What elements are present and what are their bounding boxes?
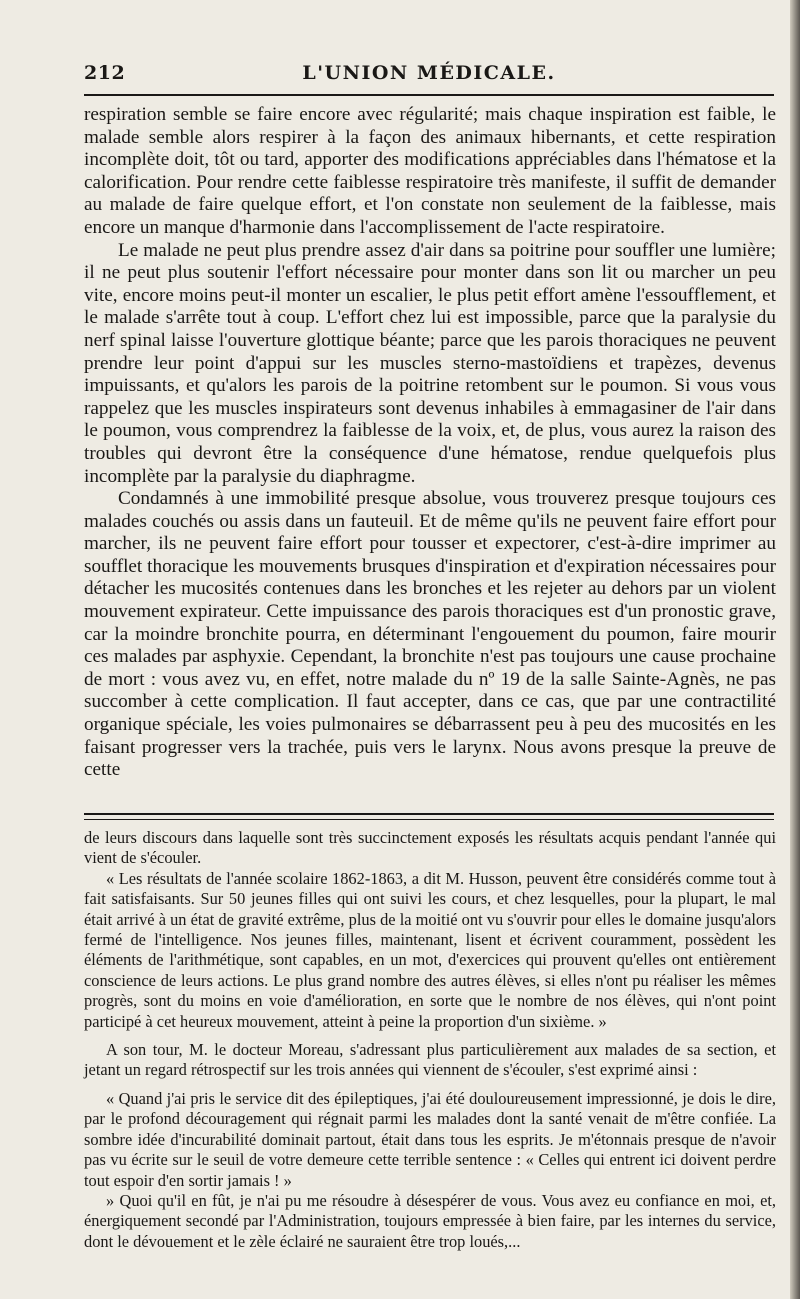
body-paragraph: Le malade ne peut plus prendre assez d'air dans sa poitrine pour souffler une lumière; il ne peut plus soutenir l'effort nécessaire pour monter dans son lit ou marcher un peu vite, encore moins peut-il monter un escalier, le plus petit effort amène l'essoufflement, et le malade s'arrête tout à coup. L'effort chez lui est impossible, parce que la paralysie du nerf spinal laisse l'ouverture glottique béante; parce que les parois thoraciques ne peuvent prendre leur point d'appui sur les muscles sterno-mastoïdiens et trapèzes, devenus impuissants, et qu'alors les parois de la poitrine retombent sur le poumon. Si vous vous rappelez que les muscles inspirateurs sont devenus inhabiles à emmagasiner de l'air dans le poumon, vous comprendrez la faiblesse de la voix, et, de plus, vous aurez la raison des troubles qui devront être la conséquence d'une hématose, rendue quelquefois plus incomplète par la paralysie du diaphragme.	[84, 239, 776, 487]
note-paragraph: « Quand j'ai pris le service dit des épileptiques, j'ai été douloureusement impressionné, je dois le dire, par le profond découragement qui régnait parmi les malades dont la santé venait de m'être confiée. La sombre idée d'incurabilité dominait partout, était dans tous les esprits. Je m'étonnais presque de n'avoir pas vu écrite sur le seuil de votre demeure cette terrible sentence : « Celles qui entrent ici doivent perdre tout espoir d'en sortir jamais ! »	[84, 1088, 776, 1190]
body-paragraph: respiration semble se faire encore avec régularité; mais chaque inspiration est faible, le malade semble alors respirer à la façon des animaux hibernants, et cette respiration incomplète doit, tôt ou tard, apporter des modifications appréciables dans l'hématose et la calorification. Pour rendre cette faiblesse respiratoire très manifeste, il suffit de demander au malade de faire quelque effort, et l'on constate non seulement de la faiblesse, mais encore un manque d'harmonie dans l'accomplissement de l'acte respiratoire.	[84, 104, 776, 238]
header-rule	[84, 94, 774, 96]
main-text	[84, 104, 776, 782]
page-number: 212	[84, 62, 126, 84]
body-paragraph: Condamnés à une immobilité presque absolue, vous trouverez presque toujours ces malades couchés ou assis dans un fauteuil. Et de même qu'ils ne peuvent faire effort pour marcher, ils ne peuvent faire effort pour tousser et expectorer, c'est-à-dire imprimer au soufflet thoracique les mouvements brusques d'inspiration et d'expiration nécessaires pour détacher les mucosités contenues dans les bronches et les rejeter au dehors par un violent mouvement expirateur. Cette impuissance des parois thoraciques est d'un pronostic grave, car la moindre bronchite pourra, en déterminant l'engouement du poumon, faire mourir ces malades par asphyxie. Cependant, la bronchite n'est pas toujours une cause prochaine de mort : vous avez vu, en effet, notre malade du nº 19 de la salle Sainte-Agnès, ne pas succomber à cette complication. Il faut accepter, dans ce cas, que par une contractilité organique spéciale, les voies pulmonaires se débarrassent peu à peu des mucosités en les faisant progresser vers la trachée, puis vers le larynx. Nous avons presque la preuve de cette	[84, 488, 776, 781]
note-paragraph: A son tour, M. le docteur Moreau, s'adressant plus particulièrement aux malades de sa section, et jetant un regard rétrospectif sur les trois années qui viennent de s'écouler, s'est exprimé ainsi :	[84, 1040, 776, 1080]
section-divider	[84, 813, 774, 820]
feuilleton-text	[84, 828, 776, 1252]
running-title: L'UNION MÉDICALE.	[302, 62, 556, 84]
page-header	[84, 58, 774, 86]
note-paragraph: de leurs discours dans laquelle sont très succinctement exposés les résultats acquis pendant l'année qui vient de s'écouler.	[84, 828, 776, 868]
page-edge-shadow	[790, 0, 800, 1299]
note-paragraph: » Quoi qu'il en fût, je n'ai pu me résoudre à désespérer de vous. Vous avez eu confiance en moi, et, énergiquement secondé par l'Administration, toujours empressée à bien faire, par les internes du service, dont le dévouement et le zèle éclairé ne sauraient être trop loués,...	[84, 1190, 776, 1251]
note-paragraph: « Les résultats de l'année scolaire 1862-1863, a dit M. Husson, peuvent être considérés comme tout à fait satisfaisants. Sur 50 jeunes filles qui ont suivi les cours, et chez lesquelles, pour la plupart, le mal était arrivé à un état de gravité extrême, plus de la moitié ont vu s'ouvrir pour elles le domaine jusqu'alors fermé de l'intelligence. Nos jeunes filles, maintenant, lisent et écrivent couramment, possèdent les éléments de l'arithmétique, sont capables, en un mot, d'exercices qui prouvent qu'elles ont entièrement conscience de leurs actions. Le plus grand nombre des autres élèves, si elles n'ont pu réaliser les mêmes progrès, sont du moins en voie d'amélioration, en sorte que le nombre de nos élèves, qui n'ont point participé à cet heureux mouvement, atteint à peine la proportion d'un sixième. »	[84, 868, 776, 1031]
